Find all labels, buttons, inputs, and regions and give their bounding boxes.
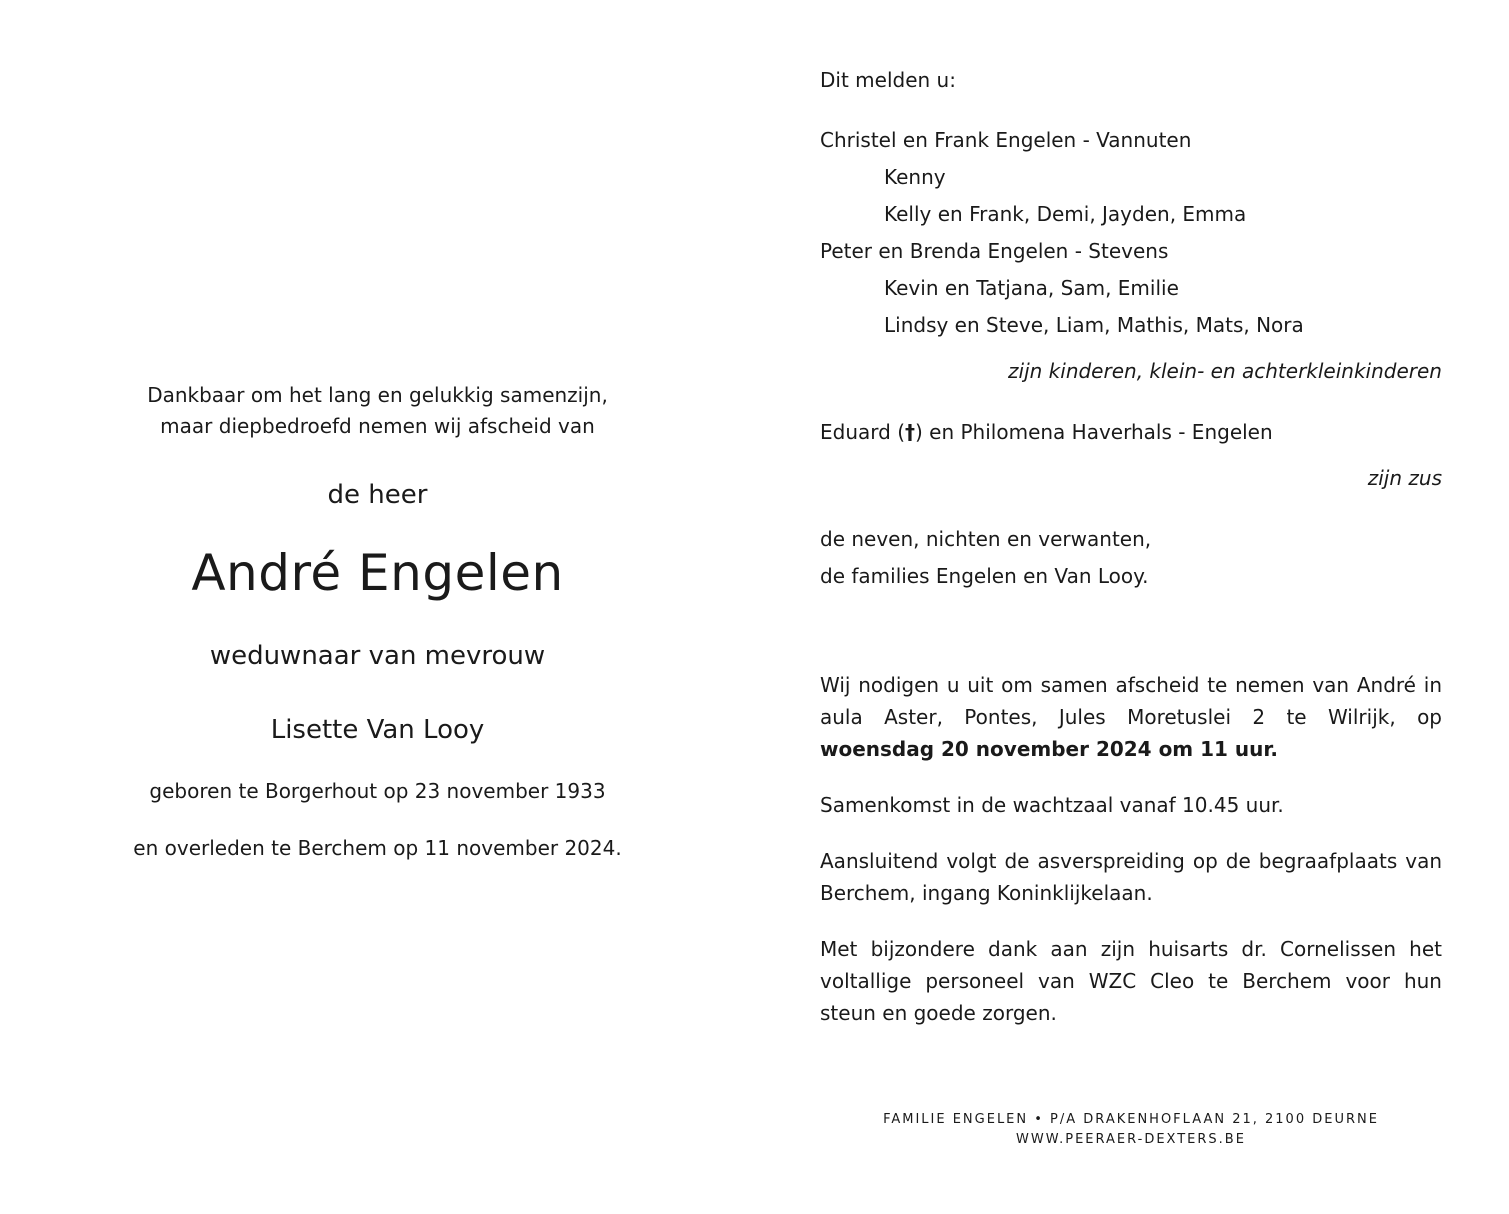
scattering-paragraph: Aansluitend volgt de asverspreiding op de begraafplaats van Berchem, ingang Koninklijkelaan. [820,849,1442,905]
announcement-panel [820,62,1442,1029]
death-line: en overleden te Berchem op 11 november 2024. [133,836,622,860]
announce-line: Dit melden u: [820,68,956,92]
family-member: Kelly en Frank, Demi, Jayden, Emma [884,202,1247,226]
website-link: WWW.PEERAER-DEXTERS.BE [1016,1132,1246,1147]
honorific: de heer [327,480,428,510]
invitation-date: woensdag 20 november 2024 om 11 uur. [820,737,1278,761]
sister-line [820,414,1442,451]
footer [820,1110,1442,1150]
cross-icon: † [905,420,915,444]
sister-role: zijn zus [1367,466,1442,490]
invitation-paragraph [820,669,1442,765]
invitation-text: Wij nodigen u uit om samen afscheid te nemen van André in aula Aster, Pontes, Jules Moretuslei 2 te Wilrijk, op [820,673,1442,729]
family-member: Kevin en Tatjana, Sam, Emilie [884,276,1179,300]
deceased-name: André Engelen [191,544,564,602]
children-role: zijn kinderen, klein- en achterkleinkinderen [1008,359,1442,383]
relatives-line-1: de neven, nichten en verwanten, [820,527,1152,551]
birth-line: geboren te Borgerhout op 23 november 1933 [149,779,606,803]
relatives-line-2: de families Engelen en Van Looy. [820,564,1149,588]
intro-line-1: Dankbaar om het lang en gelukkig samenzijn, [147,383,608,407]
widower-line: weduwnaar van mevrouw [209,641,546,671]
intro-line-2: maar diepbedroefd nemen wij afscheid van [160,414,595,438]
gathering-paragraph: Samenkomst in de wachtzaal vanaf 10.45 uur. [820,793,1284,817]
family-address: FAMILIE ENGELEN • P/A DRAKENHOFLAAN 21, 2100 DEURNE [883,1112,1379,1127]
deceased-panel [120,380,635,864]
family-member: Peter en Brenda Engelen - Stevens [820,239,1169,263]
family-list [820,122,1442,344]
sister-name-start: Eduard ( [820,420,905,444]
family-member: Kenny [884,165,946,189]
spouse-name: Lisette Van Looy [270,715,485,745]
family-member: Lindsy en Steve, Liam, Mathis, Mats, Nora [884,313,1304,337]
thanks-paragraph: Met bijzondere dank aan zijn huisarts dr. Cornelissen het voltallige personeel van WZC Cleo te Berchem voor hun steun en goede zorgen. [820,937,1442,1025]
sister-name-end: ) en Philomena Haverhals - Engelen [915,420,1273,444]
family-member: Christel en Frank Engelen - Vannuten [820,128,1192,152]
